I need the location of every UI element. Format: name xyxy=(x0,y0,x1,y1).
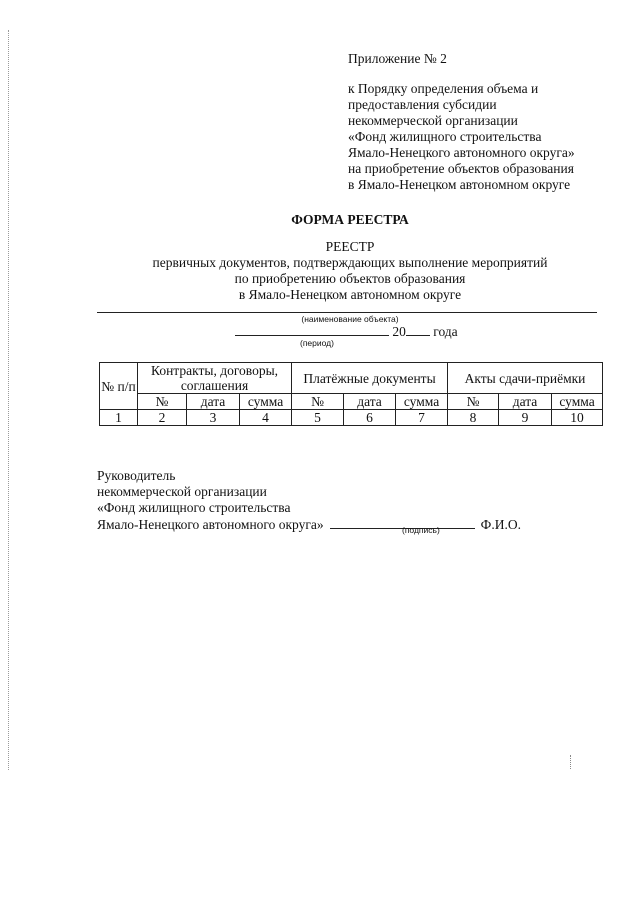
subheader-cell: дата xyxy=(344,394,396,410)
column-number-cell: 5 xyxy=(292,410,344,426)
column-number-cell: 3 xyxy=(187,410,240,426)
scan-mark-artifact xyxy=(570,755,571,769)
table-header-row xyxy=(100,363,603,394)
period-year-blank[interactable] xyxy=(406,323,430,336)
column-number-cell: 6 xyxy=(344,410,396,426)
order-ref-line: в Ямало-Ненецком автономном округе xyxy=(348,177,571,192)
signature-line: «Фонд жилищного строительства xyxy=(97,500,291,515)
subheader-cell: № xyxy=(292,394,344,410)
subheader-cell: сумма xyxy=(396,394,448,410)
subheader-cell: № xyxy=(448,394,499,410)
order-ref-line: «Фонд жилищного строительства xyxy=(348,129,542,144)
table-subheader-row xyxy=(100,394,603,410)
column-number-cell: 7 xyxy=(396,410,448,426)
column-number-cell: 10 xyxy=(552,410,603,426)
signature-caption: (подпись) xyxy=(402,525,440,535)
form-title: ФОРМА РЕЕСТРА xyxy=(291,212,409,227)
table-column-numbers-row xyxy=(100,410,603,426)
column-number-cell: 8 xyxy=(448,410,499,426)
period-blank-field[interactable] xyxy=(235,323,389,336)
header-cell-acts: Акты сдачи-приёмки xyxy=(448,363,603,394)
signature-line: Руководитель xyxy=(97,468,176,483)
subheader-cell: дата xyxy=(499,394,552,410)
order-ref-line: на приобретение объектов образования xyxy=(348,161,574,176)
period-year-suffix: года xyxy=(433,324,458,339)
signature-org-name: Ямало-Ненецкого автономного округа» xyxy=(97,517,324,532)
column-number-cell: 4 xyxy=(240,410,292,426)
order-ref-line: к Порядку определения объема и xyxy=(348,81,539,96)
reestr-heading xyxy=(0,239,640,303)
reestr-line: в Ямало-Ненецком автономном округе xyxy=(238,287,462,302)
order-reference xyxy=(348,81,618,193)
order-ref-line: Ямало-Ненецкого автономного округа» xyxy=(348,145,575,160)
column-number-cell: 1 xyxy=(100,410,138,426)
column-number-cell: 9 xyxy=(499,410,552,426)
header-cell-payments: Платёжные документы xyxy=(292,363,448,394)
subheader-cell: № xyxy=(138,394,187,410)
object-name-caption: (наименование объекта) xyxy=(301,314,399,324)
registry-table xyxy=(99,362,603,426)
reestr-line: первичных документов, подтверждающих выполнение мероприятий xyxy=(152,255,548,270)
signature-last-line xyxy=(97,516,521,533)
column-number-cell: 2 xyxy=(138,410,187,426)
subheader-cell: сумма xyxy=(240,394,292,410)
signature-fio: Ф.И.О. xyxy=(480,517,521,532)
object-name-field[interactable] xyxy=(97,312,597,313)
header-cell-contracts: Контракты, договоры, соглашения xyxy=(138,363,292,394)
period-year-prefix: 20 xyxy=(392,324,406,339)
signature-line: некоммерческой организации xyxy=(97,484,267,499)
reestr-title: РЕЕСТР xyxy=(325,239,375,254)
reestr-line: по приобретению объектов образования xyxy=(234,271,466,286)
signature-block xyxy=(97,468,521,533)
appendix-label: Приложение № 2 xyxy=(348,51,447,66)
order-ref-line: некоммерческой организации xyxy=(348,113,518,128)
header-cell-number: № п/п xyxy=(100,363,138,410)
subheader-cell: дата xyxy=(187,394,240,410)
period-row xyxy=(235,323,458,340)
order-ref-line: предоставления субсидии xyxy=(348,97,497,112)
subheader-cell: сумма xyxy=(552,394,603,410)
scan-edge-artifact xyxy=(8,30,9,770)
period-caption: (период) xyxy=(300,338,334,348)
